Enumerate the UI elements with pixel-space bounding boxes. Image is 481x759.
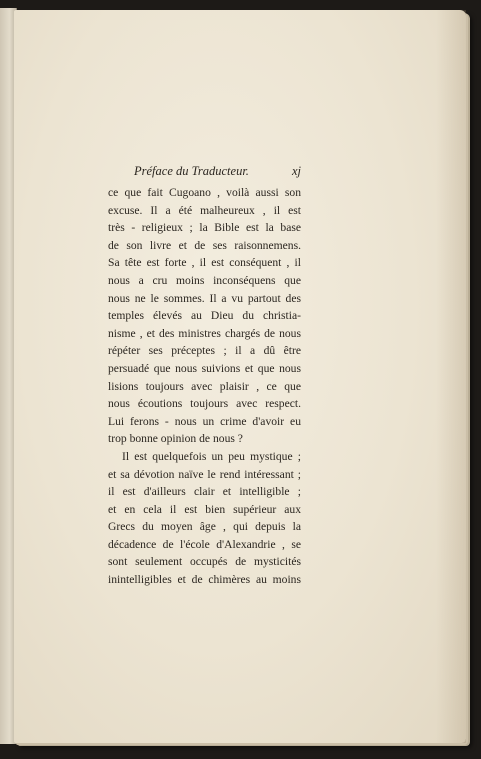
text-line: temples élevés au Dieu du christia- xyxy=(108,309,301,323)
page-edge-shadow xyxy=(436,10,466,743)
text-line: Grecs du moyen âge , qui depuis la xyxy=(108,520,301,534)
text-line: nous a cru moins inconséquens que xyxy=(108,273,301,287)
text-block xyxy=(108,164,301,589)
book-page xyxy=(14,10,466,743)
running-head xyxy=(108,164,301,182)
text-line: ce que fait Cugoano , voilà aussi son xyxy=(108,186,301,199)
running-head-title: Préface du Traducteur. xyxy=(134,164,249,178)
text-line: et sa dévotion naïve le rend intéressant ; xyxy=(108,467,301,481)
text-line: nous écoutions toujours avec respect. xyxy=(108,397,301,411)
text-line: persuadé que nous suivions et que nous xyxy=(108,361,301,375)
text-line: nisme , et des ministres chargés de nous xyxy=(108,326,301,340)
text-line: de son livre et de ses raisonnemens. xyxy=(108,238,301,252)
text-line: décadence de l'école d'Alexandrie , se xyxy=(108,537,301,551)
text-line: trop bonne opinion de nous ? xyxy=(108,432,243,446)
text-line: et en cela il est bien supérieur aux xyxy=(108,502,301,516)
text-line: excuse. Il a été malheureux , il est xyxy=(108,203,301,217)
text-line: lisions toujours avec plaisir , ce que xyxy=(108,379,301,393)
text-line: Sa tête est forte , il est conséquent , il xyxy=(108,256,301,270)
text-line: Lui ferons - nous un crime d'avoir eu xyxy=(108,414,301,428)
text-line: Il est quelquefois un peu mystique ; xyxy=(122,449,301,463)
text-line: nous ne le sommes. Il a vu partout des xyxy=(108,291,301,305)
text-line: inintelligibles et de chimères au moins xyxy=(108,573,301,587)
text-line: très - religieux ; la Bible est la base xyxy=(108,221,301,235)
text-line: il est d'ailleurs clair et intelligible ; xyxy=(108,485,301,499)
page-number: xj xyxy=(291,164,301,178)
text-line: répéter ses préceptes ; il a dû être xyxy=(108,344,301,358)
text-line: sont seulement occupés de mysticités xyxy=(108,555,301,569)
